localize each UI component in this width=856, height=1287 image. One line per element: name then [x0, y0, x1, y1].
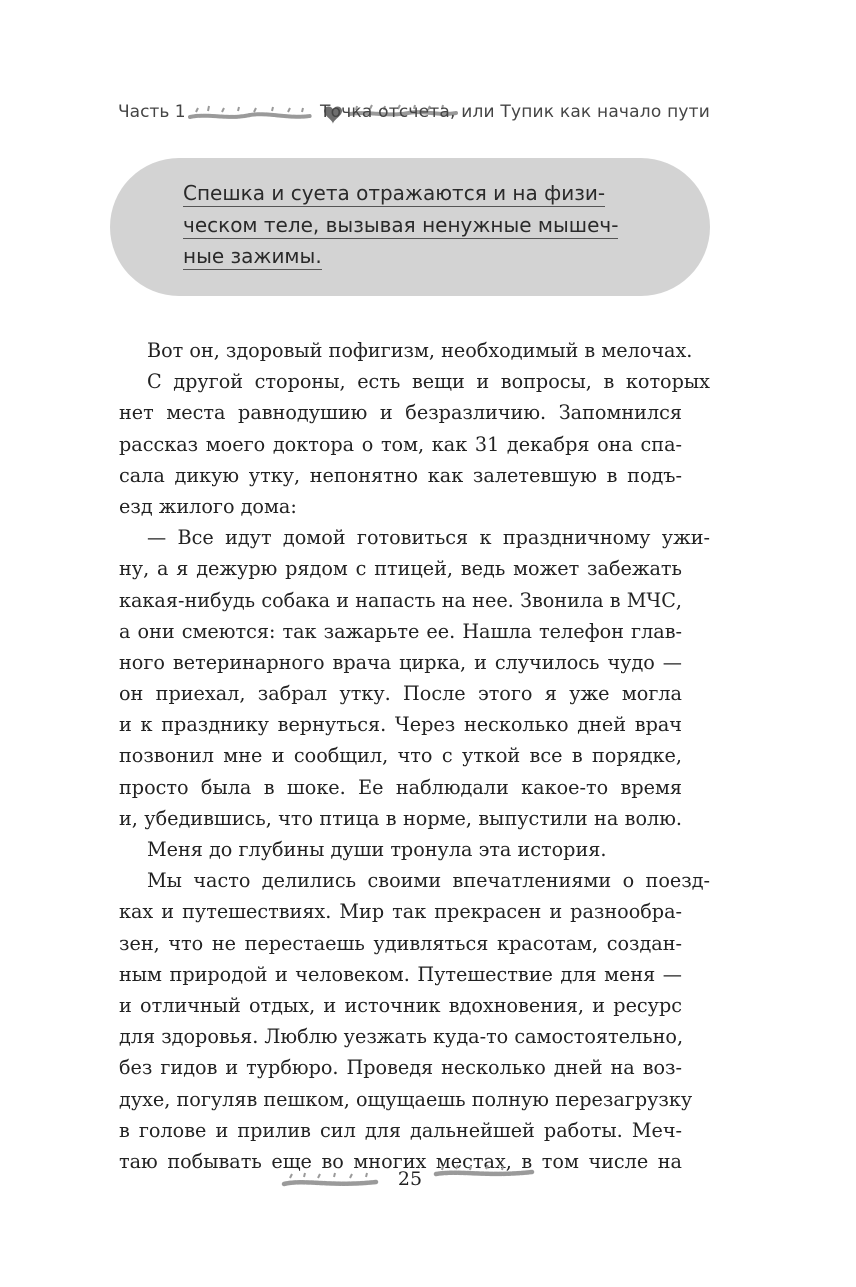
page-footer [280, 1162, 540, 1198]
text-line: и к празднику вернуться. Через несколько дней врач [119, 713, 682, 737]
text-line: Меня до глубины души тронула эта история. [147, 838, 607, 861]
text-line: ну, а я дежурю рядом с птицей, ведь может забежать [119, 557, 682, 581]
text-line: духе, погуляв пешком, ощущаешь полную перезагрузку [119, 1087, 693, 1111]
text-line: Мы часто делились своими впечатлениями о поезд- [147, 869, 710, 893]
text-line: — Все идут домой готовиться к праздничному ужи- [147, 526, 710, 550]
text-line: С другой стороны, есть вещи и вопросы, в которых [147, 370, 710, 394]
chapter-title: Точка отсчета, или Тупик как начало пути [320, 102, 710, 122]
text-line: какая-нибудь собака и напасть на нее. Звонила в МЧС, [119, 588, 682, 612]
text-line: позвонил мне и сообщил, что с уткой все в порядке, [119, 744, 682, 768]
text-line: езд жилого дома: [119, 494, 297, 518]
text-line: ного ветеринарного врача цирка, и случилось чудо — [119, 650, 682, 674]
quote-line: Спешка и суета отражаются и на физи- [183, 181, 606, 205]
text-line: таю побывать еще во многих местах, в том числе на [119, 1149, 682, 1173]
text-line: сала дикую утку, непонятно как залетевшую в подъ- [119, 463, 682, 487]
text-line: просто была в шоке. Ее наблюдали какое-то время [119, 775, 682, 799]
text-line: в голове и прилив сил для дальнейшей работы. Меч- [119, 1118, 682, 1142]
quote-line: ческом теле, вызывая ненужные мышеч- [183, 212, 619, 237]
pull-quote [183, 178, 638, 273]
text-line: и отличный отдых, и источник вдохновения, и ресурс [119, 993, 682, 1017]
text-line: для здоровья. Люблю уезжать куда-то самостоятельно, [119, 1025, 684, 1049]
text-line: Вот он, здоровый пофигизм, необходимый в мелочах. [147, 339, 693, 362]
part-label: Часть 1 [118, 102, 186, 122]
quote-line: ные зажимы. [183, 244, 322, 268]
text-line: и, убедившись, что птица в норме, выпустили на волю. [119, 806, 682, 830]
text-line: зен, что не перестаешь удивляться красотам, создан- [119, 931, 682, 955]
text-line: рассказ моего доктора о том, как 31 декабря она спа- [119, 432, 682, 456]
running-header [118, 100, 710, 130]
page-number: 25 [397, 1168, 423, 1190]
text-line: без гидов и турбюро. Проведя несколько дней на воз- [119, 1056, 682, 1080]
text-line: ным природой и человеком. Путешествие для меня — [119, 962, 682, 986]
text-line: он приехал, забрал утку. После этого я уже могла [119, 682, 682, 706]
text-line: нет места равнодушию и безразличию. Запомнился [119, 401, 682, 425]
body-text [119, 335, 710, 1177]
text-line: а они смеются: так зажарьте ее. Нашла телефон глав- [119, 619, 682, 643]
text-line: ках и путешествиях. Мир так прекрасен и разнообра- [119, 900, 682, 924]
